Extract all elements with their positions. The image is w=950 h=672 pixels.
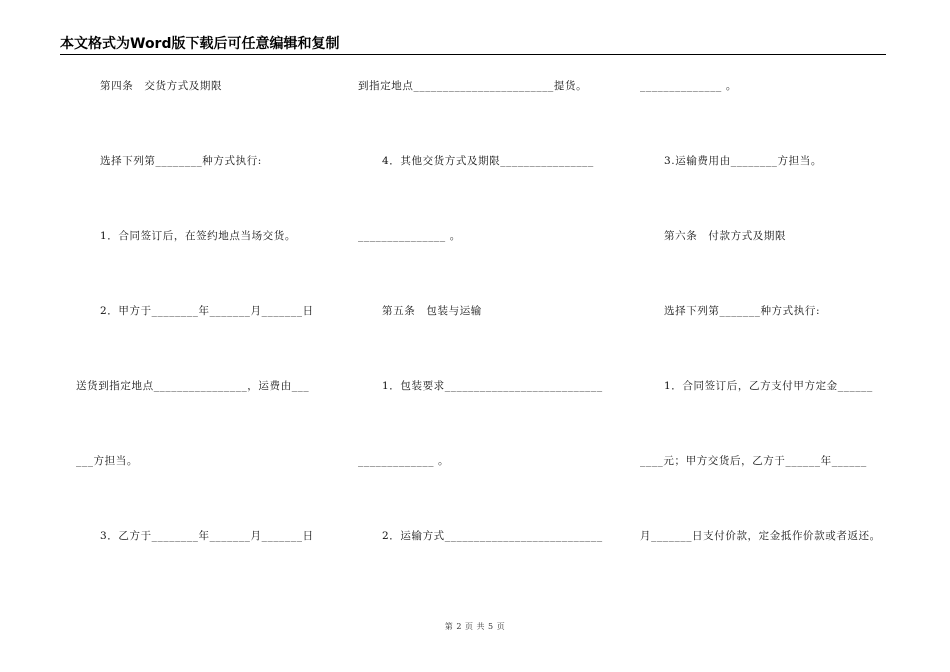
page-number: 第 2 页 共 5 页	[444, 622, 506, 631]
col2-line-3: _______________ 。	[358, 230, 461, 242]
col2-line-2: 4．其他交货方式及期限________________	[382, 155, 594, 167]
col1-line-5: 送货到指定地点________________，运费由___	[76, 380, 310, 392]
col1-line-1: 第四条 交货方式及期限	[100, 80, 223, 92]
col1-line-3: 1．合同签订后，在签约地点当场交货。	[100, 230, 296, 242]
col3-line-2: 3.运输费用由________方担当。	[664, 155, 822, 167]
col2-line-4: 第五条 包装与运输	[382, 305, 482, 317]
document-header: 本文格式为Word版下载后可任意编辑和复制	[60, 36, 340, 52]
col3-line-1: ______________ 。	[640, 80, 737, 92]
col3-line-6: ____元；甲方交货后，乙方于______年______	[640, 455, 867, 467]
header-divider	[60, 54, 886, 55]
col2-line-1: 到指定地点________________________提货。	[358, 80, 588, 92]
col3-line-4: 选择下列第_______种方式执行:	[664, 305, 821, 317]
col1-line-2: 选择下列第________种方式执行:	[100, 155, 262, 167]
col1-line-6: ___方担当。	[76, 455, 138, 467]
col3-line-7: 月_______日支付价款，定金抵作价款或者返还。	[640, 530, 881, 542]
col2-line-6: _____________ 。	[358, 455, 450, 467]
col1-line-7: 3．乙方于________年_______月_______日	[100, 530, 314, 542]
col2-line-7: 2．运输方式___________________________	[382, 530, 603, 542]
col1-line-4: 2．甲方于________年_______月_______日	[100, 305, 314, 317]
col3-line-5: 1．合同签订后，乙方支付甲方定金______	[664, 380, 873, 392]
col3-line-3: 第六条 付款方式及期限	[664, 230, 787, 242]
col2-line-5: 1．包装要求___________________________	[382, 380, 603, 392]
